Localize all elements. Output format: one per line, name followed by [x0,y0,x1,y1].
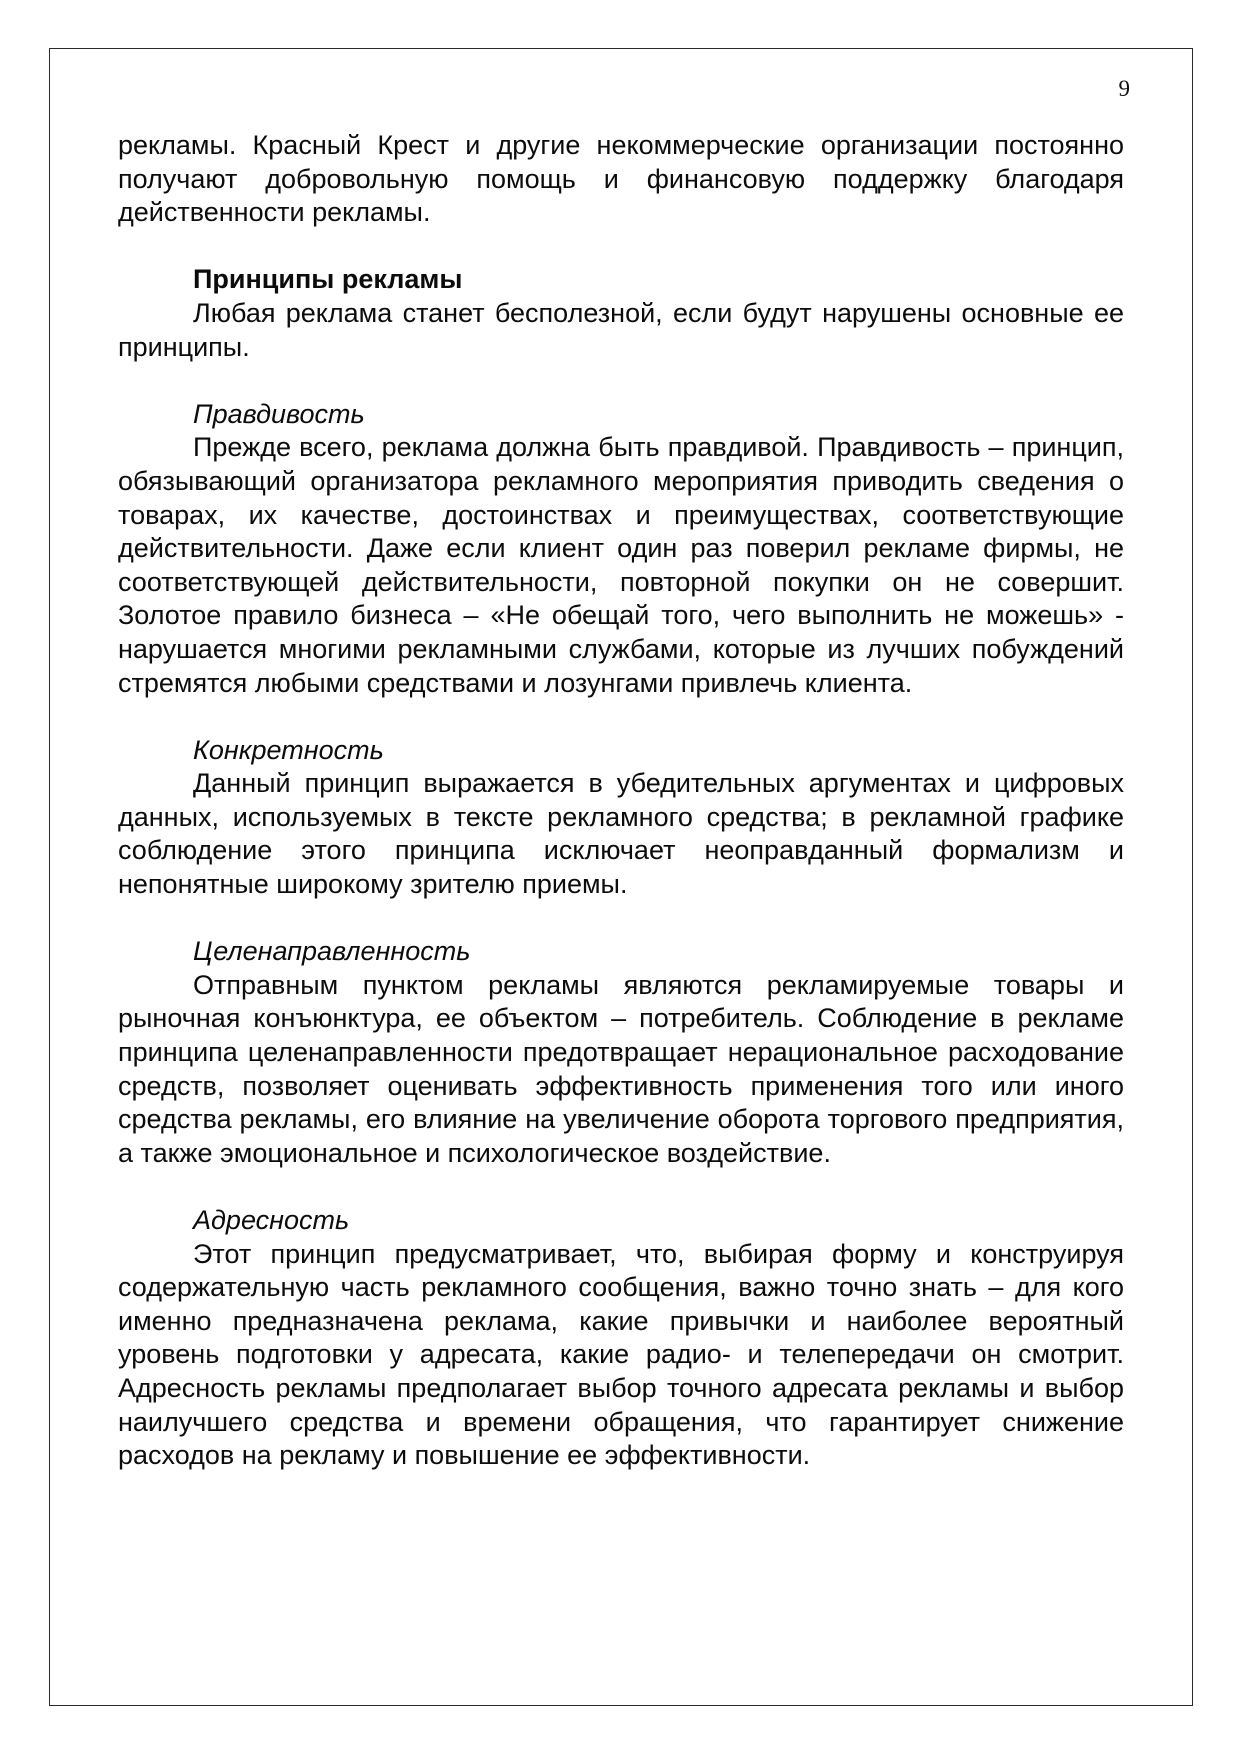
intro-paragraph: рекламы. Красный Крест и другие некоммерческие организации постоянно получают добровольную помощь и финансовую поддержку благодаря действенности рекламы. [118,130,1124,228]
principles-intro: Любая реклама станет бесполезной, если будут нарушены основные ее принципы. [118,297,1124,362]
section-text-purposefulness: Отправным пунктом рекламы являются рекламируемые товары и рыночная конъюнктура, ее объектом – потребитель. Соблюдение в рекламе принципа целенаправленности предотвращает нерациональное расходование средств, позволяет оценивать эффективность применения того или иного средства рекламы, его влияние на увеличение оборота торгового предприятия, а также эмоциональное и психологическое воздействие. [118,969,1124,1168]
document-body [118,129,1124,1473]
principles-heading: Принципы рекламы [193,264,463,295]
section-heading-concreteness: Конкретность [193,734,384,765]
section-text-concreteness: Данный принцип выражается в убедительных аргументах и цифровых данных, используемых в тексте рекламного средства; в рекламной графике соблюдение этого принципа исключает неоправданный формализм и непонятные широкому зрителю приемы. [118,768,1124,900]
section-heading-truthfulness: Правдивость [193,398,365,429]
section-text-truthfulness: Прежде всего, реклама должна быть правдивой. Правдивость – принцип, обязывающий организатора рекламного мероприятия приводить сведения о товарах, их качестве, достоинствах и преимуществах, соответствующие действительности. Даже если клиент один раз поверил рекламе фирмы, не соответствующей действительности, повторной покупки он не совершит. Золотое правило бизнеса – «Не обещай того, чего выполнить не можешь» - нарушается многими рекламными службами, которые из лучших побуждений стремятся любыми средствами и лозунгами привлечь клиента. [118,432,1124,698]
spacer [118,364,1124,398]
section-text-targeting: Этот принцип предусматривает, что, выбирая форму и конструируя содержательную часть рекламного сообщения, важно точно знать – для кого именно предназначена реклама, какие привычки и наиболее вероятный уровень подготовки у адресата, какие радио- и телепередачи он смотрит. Адресность рекламы предполагает выбор точного адресата рекламы и выбор наилучшего средства и времени обращения, что гарантирует снижение расходов на рекламу и повышение ее эффективности. [118,1238,1124,1471]
page-number: 9 [1118,76,1130,101]
spacer [118,230,1124,264]
spacer [118,1170,1124,1204]
spacer [118,902,1124,936]
section-heading-purposefulness: Целенаправленность [193,936,471,967]
section-heading-targeting: Адресность [193,1205,350,1235]
spacer [118,700,1124,734]
